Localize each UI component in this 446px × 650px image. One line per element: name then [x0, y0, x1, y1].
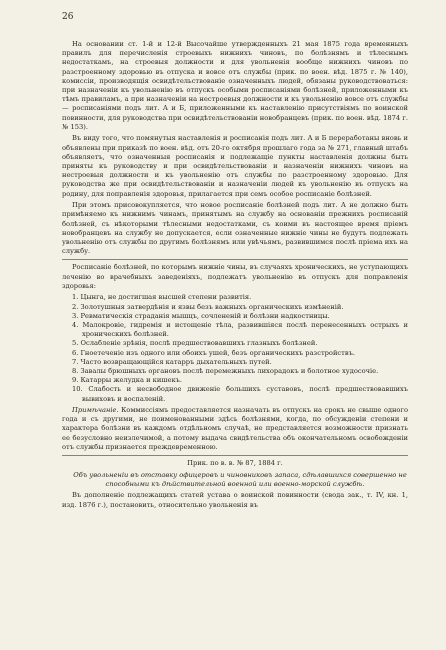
- paragraph: Въ виду того, что помянутыя наставленія и росписанія подъ лит. А и Б переработаны вновь и объявлены при приказѣ по воен. вѣд. отъ 20-го октября прошлаго года за № 271, главный штабъ объявляетъ, что означенныя росписанія и подлежащіе пункты наставленія должны быть приняты къ руководству и при освидѣтельствованіи и назначеніи нижнихъ чиновъ на нестроевыя должности и къ увольненію отъ службы по разстроенному здоровью. Для руководства же при освидѣтельствованіи и назначеніи людей къ увольненію въ отпускъ на родину, для поправленія здоровья, прилагается при семъ особое росписаніе болѣзней.: [62, 134, 408, 198]
- order-text: Въ дополненіе подлежащихъ статей устава о воинской повинности (свода зак., т. IV, кн. 1, изд. 1876 г.), постановить, относительно увольненія въ: [62, 491, 408, 509]
- section-divider: [62, 259, 408, 260]
- list-item: 2. Золотушныя затвердѣнія и язвы безъ важныхъ органическихъ измѣненій.: [72, 302, 344, 311]
- page-body: [62, 40, 408, 512]
- paragraph: На основании ст. 1-й и 12-й Высочайше утвержденныхъ 21 мая 1875 года временныхъ правилъ для перечисленія строевыхъ нижнихъ чиновъ, по болѣзнямъ и тѣлеснымъ недостаткамъ, на строевыя должности и для увольненія вообще нижнихъ чиновъ по разстроенному здоровью въ отпуска и вовсе отъ службы (прик. по воен. вѣд. 1875 г. № 140), комиссіи, производящія освидѣтельствованіе означенныхъ людей, обязаны руководствоваться: при назначеніи къ увольненію въ отпускъ особыми росписаніями болѣзней, приложенными къ тѣмъ правиламъ, а при назначеніи на нестроевыя должности и къ увольненію вовсе отъ службы — росписаніями подъ лит. А и Б, приложенными къ наставленію присутствіямъ по воинской повинности, для руководства при освидѣтельствованіи новобранцевъ (прик. по воен. вѣд. 1874 г. № 153).: [62, 40, 408, 131]
- section-divider: [62, 455, 408, 456]
- paragraph: При этомъ присовокупляется, что новое росписаніе болѣзней подъ лит. А не должно быть примѣняемо къ нижнимъ чинамъ, принятымъ на службу на основаніи прежнихъ росписаній болѣзней, съ нѣкоторыми тѣлесными недостатками, съ коими въ настоящее время пріемъ новобранцевъ на службу не допускается, если означенные нижніе чины не будутъ подлежать увольненію отъ службы по другимъ болѣзнямъ или увѣчьямъ, развившимся послѣ пріема ихъ на службу.: [62, 201, 408, 256]
- list-item: 5. Ослабленіе зрѣнія, послѣ предшествовавшихъ глазныхъ болѣзней.: [72, 339, 318, 348]
- schedule-intro: Росписаніе болѣзней, по которымъ нижніе чины, въ случаяхъ хроническихъ, не уступающихъ леченію во врачебныхъ заведеніяхъ, подлежатъ увольненію въ отпускъ для поправленія здоровья:: [62, 263, 408, 290]
- list-item: 3. Ревматическія страданія мышцъ, сочлененій и болѣзни надкостницы.: [72, 311, 330, 320]
- page-number: 26: [62, 12, 74, 22]
- order-heading: Объ увольненіи въ отставку офицеровъ и чиновниковъ запаса, сдѣлавшихся совершенно не способными къ дѣйствительной военной или военно-морской службѣ.: [73, 470, 407, 488]
- list-item: 7. Часто возвращающійся катарръ дыхательныхъ путей.: [72, 357, 272, 366]
- note: [62, 406, 408, 452]
- list-item: 1. Цынга, не достигшая высшей степени развитія.: [72, 293, 252, 302]
- list-item: 9. Катарры желудка и кишекъ.: [72, 376, 183, 385]
- list-item: 4. Малокровіе, гидремія и истощеніе тѣла, развившіяся послѣ перенесенныхъ острыхъ и хроническихъ болѣзней.: [72, 321, 408, 339]
- list-item: 8. Завалы брюшныхъ органовъ послѣ перемежныхъ лихорадокъ и болотное худосочіе.: [72, 367, 379, 376]
- list-item: 10. Слабость и несвободное движеніе большихъ суставовъ, послѣ предшествовавшихъ вывиховъ и воспаленій.: [72, 385, 408, 403]
- order-reference: Прик. по в. в. № 87, 1884 г.: [187, 458, 283, 467]
- disease-list: [62, 293, 408, 403]
- note-text: Коммиссіямъ предоставляется назначать въ отпускъ на срокъ не свыше одного года и съ другими, не поименованными здѣсь болѣзнями, когда, по обсужденіи степени и характера болѣзни въ каждомъ отдѣльномъ случаѣ, не представляется возможности признать ее безусловно неизлечимой, а потому выдача свидѣтельства объ окончательномъ освобожденіи отъ службы признается преждевременною.: [62, 405, 408, 451]
- note-label: Примѣчаніе.: [72, 405, 119, 414]
- list-item: 6. Гноетеченіе изъ одного или обоихъ ушей, безъ органическихъ разстройствъ.: [72, 348, 356, 357]
